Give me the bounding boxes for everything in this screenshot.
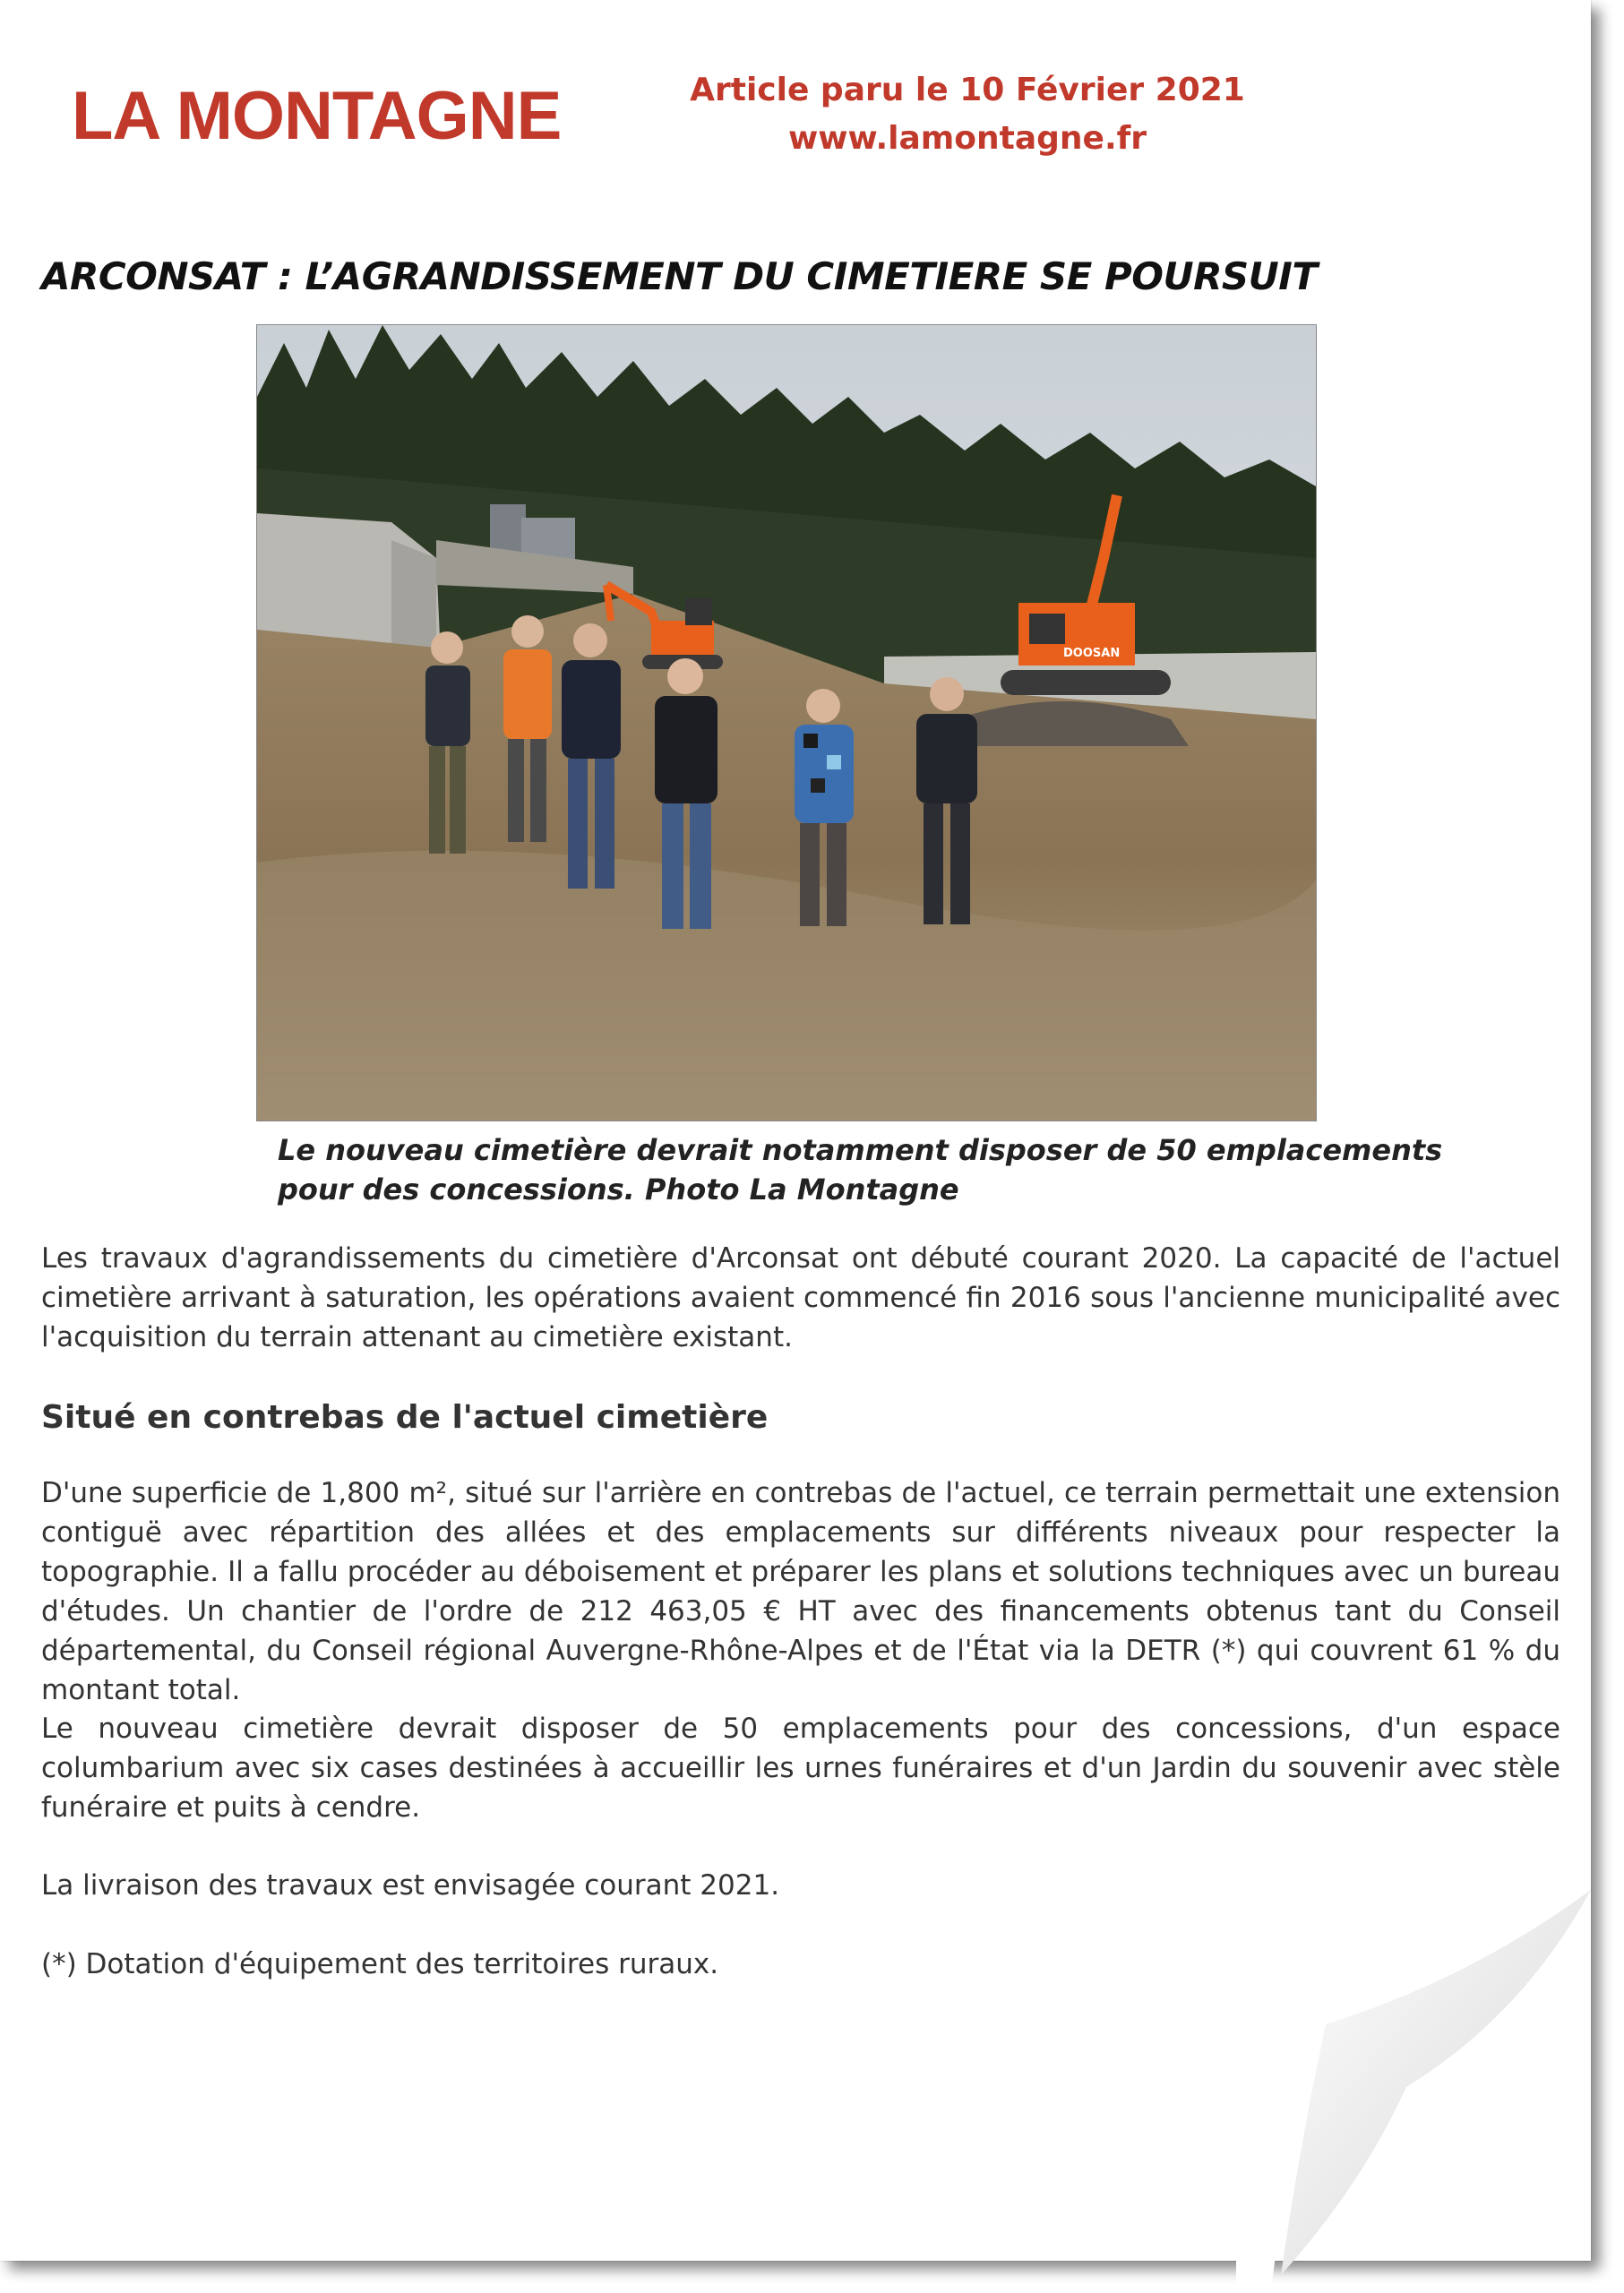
footnote: (*) Dotation d'équipement des territoires ruraux. [41, 1948, 719, 1980]
paragraph-layout: Le nouveau cimetière devrait disposer de 50 emplacements pour des concessions, d'un espace columbarium avec six cases destinées à accueillir les urnes funéraires et d'un Jardin du souvenir avec stèle funéraire et puits à cendre. [41, 1713, 1560, 1824]
article-subheading: Situé en contrebas de l'actuel cimetière [41, 1399, 769, 1436]
paragraph-delivery: La livraison des travaux est envisagée courant 2021. [41, 1869, 780, 1902]
article-photo [256, 324, 1317, 1121]
excavator-brand: DOOSAN [1063, 647, 1121, 660]
caption-line: pour des concessions. Photo La Montagne [278, 1172, 959, 1207]
article-headline: ARCONSAT : L’AGRANDISSEMENT DU CIMETIERE SE POURSUIT [41, 254, 1318, 298]
publication-date: Article paru le 10 Février 2021 [690, 72, 1245, 108]
newspaper-masthead: LA MONTAGNE [72, 78, 562, 154]
paragraph-details: D'une superficie de 1,800 m², situé sur l'arrière en contrebas de l'actuel, ce terrain permettait une extension contiguë avec répartition des allées et des emplacements sur différents niveaux pour respecter la topographie. Il a fallu procéder au déboisement et préparer les plans et solutions techniques avec un bureau d'études. Un chantier de l'ordre de 212 463,05 € HT avec des financements obtenus tant du Conseil départemental, du Conseil régional Auvergne-Rhône-Alpes et de l'État via la DETR (*) qui couvrent 61 % du montant total. [41, 1477, 1560, 1706]
paragraph-intro: Les travaux d'agrandissements du cimetière d'Arconsat ont débuté courant 2020. La capacité de l'actuel cimetière arrivant à saturation, les opérations avaient commencé fin 2016 sous l'ancienne municipalité avec l'acquisition du terrain attenant au cimetière existant. [41, 1242, 1560, 1353]
page-curl-decoration [1236, 1863, 1612, 2284]
publication-info [654, 66, 1281, 163]
caption-line: Le nouveau cimetière devrait notamment disposer de 50 emplacements [278, 1133, 1443, 1167]
photo-caption [278, 1130, 1443, 1209]
website-url: www.lamontagne.fr [787, 120, 1147, 157]
